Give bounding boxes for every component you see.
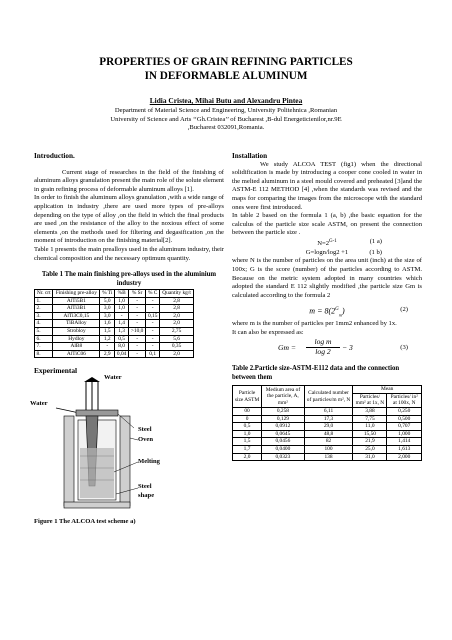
table2-cell: 0,0645 bbox=[262, 430, 305, 438]
table1-cell: 2,75 bbox=[160, 327, 194, 335]
table1-row bbox=[35, 312, 194, 320]
table2-cell: 0 bbox=[233, 415, 262, 423]
intro-paragraph-1: Current stage of researches in the field of the finishing of aluminum alloys granulation present the main role of the solute element in grain refining process of deformable aluminum alloys [1]. bbox=[34, 168, 224, 193]
table1-header-cell: % Ti bbox=[100, 289, 115, 297]
table2-header-calc: Calculated number of particles/m m², N bbox=[304, 386, 353, 408]
table1-cell: 4. bbox=[35, 320, 53, 328]
title-line-1: PROPERTIES OF GRAIN REFINING PARTICLES bbox=[99, 56, 353, 68]
table1-cell: 2. bbox=[35, 305, 53, 313]
table1-cell: 1,2 bbox=[100, 335, 115, 343]
table2-cell: 1,414 bbox=[387, 438, 422, 446]
table1-cell: 1,0 bbox=[115, 297, 129, 305]
table2-cell: 100 bbox=[304, 446, 353, 454]
table1-row bbox=[35, 297, 194, 305]
title-line-2: IN DEFORMABLE ALUMINUM bbox=[144, 70, 308, 82]
table1-cell: 2,8 bbox=[160, 305, 194, 313]
table2-header-mean-100x: Particles/ in² at 100x, N bbox=[387, 393, 422, 407]
table1-caption: Table 1 The main finishing pre-alloys used in the aluminium industry bbox=[41, 271, 217, 287]
table1 bbox=[34, 289, 194, 358]
table1-cell: - bbox=[146, 335, 160, 343]
table1-cell: - bbox=[115, 312, 129, 320]
table1-cell: - bbox=[146, 305, 160, 313]
table1-cell: 7. bbox=[35, 343, 53, 351]
table1-cell: 0,04 bbox=[115, 350, 129, 358]
affiliation-line-1: Department of Material Science and Engineering, University Politehnica ,Romanian bbox=[114, 107, 338, 114]
table2-header-size: Particle size ASTM bbox=[233, 386, 262, 408]
table2-row bbox=[233, 446, 422, 454]
table1-cell: - bbox=[100, 343, 115, 351]
table2-cell: 0,707 bbox=[387, 423, 422, 431]
affiliation-line-3: ,Bucharest 032091,Romania. bbox=[187, 124, 265, 132]
experimental-heading: Experimental bbox=[34, 366, 78, 376]
introduction-heading: Introduction. bbox=[34, 152, 75, 160]
table2-cell: 0,0912 bbox=[262, 423, 305, 431]
table1-cell: 0,35 bbox=[160, 343, 194, 351]
equation-3: Gm = log m log 2 − 3 (3) bbox=[278, 337, 408, 357]
table1-cell: 2,0 bbox=[160, 320, 194, 328]
equation-1a-number: (1 a) bbox=[369, 237, 382, 245]
table2-cell: 0,129 bbox=[262, 415, 305, 423]
table1-cell: AlB8 bbox=[53, 343, 100, 351]
table2-cell: 11,0 bbox=[353, 423, 387, 431]
intro-paragraph-2: In order to finish the aluminum alloys granulation ,with a wide range of application in industry ,there are used more types of pre-alloys depending on the type of alloy ,on the field in which the final products are used ,on the resistance of the alloy to the noxious effect of some elements ,on the methods used for filtering and degasification ,on the moment of introduction on the finishing material[2]. bbox=[34, 194, 224, 245]
table2-cell: 2,0 bbox=[233, 453, 262, 461]
table2-row bbox=[233, 423, 422, 431]
equation-2-number: (2) bbox=[400, 306, 408, 314]
table1-cell: Strobloy bbox=[53, 327, 100, 335]
table2-cell: 1,0 bbox=[233, 430, 262, 438]
table2-row bbox=[233, 438, 422, 446]
installation-paragraph-5: It can also be expressed as: bbox=[232, 328, 304, 336]
label-water-top: Water bbox=[104, 373, 122, 381]
table2-cell: 1,5 bbox=[233, 438, 262, 446]
installation-paragraph-1: We study ALCOA TEST (fig1) when the directional solidification is made by introducing a cooper cone cooled in water in the melted aluminum in a steel mould covered and preheated [3]and the ASTM-E 112 METHOD [4] ,when the standards was revised and the maps for comparing the images from the microscope with the standard ones were first introduced. bbox=[232, 160, 422, 211]
table1-cell: 3,0 bbox=[100, 305, 115, 313]
paper-title bbox=[40, 55, 412, 83]
table1-row bbox=[35, 320, 194, 328]
label-steel: Steel bbox=[138, 425, 152, 433]
table1-cell: 2,9 bbox=[100, 350, 115, 358]
right-column bbox=[232, 152, 422, 461]
equation-2: $m = 8(2^G_m)$ (2) bbox=[232, 300, 422, 320]
table1-header-cell: %B bbox=[115, 289, 129, 297]
table2-cell: 25,0 bbox=[353, 446, 387, 454]
equation-3-number: (3) bbox=[400, 344, 408, 352]
table1-cell: 5,0 bbox=[100, 297, 115, 305]
table2-header-mean: Mean bbox=[353, 386, 422, 394]
table2-caption: Table 2.Particle size-ASTM-E112 data and the connection between them bbox=[232, 365, 400, 381]
table1-cell: 1,5 bbox=[100, 327, 115, 335]
table2-cell: 1,613 bbox=[387, 446, 422, 454]
table1-cell: - bbox=[129, 305, 146, 313]
table2-cell: 48,8 bbox=[304, 430, 353, 438]
equation-1a: $N=2^{G-1}$ (1 a) bbox=[317, 237, 382, 248]
table1-cell: AlTi5B1 bbox=[53, 297, 100, 305]
table1-header-cell: Nr. crt bbox=[35, 289, 53, 297]
affiliation-line-2: University of Science and Arts ‘‘Gh.Cristea’’ of Bucharest ,B-dul Energeticienilor,nr.9E bbox=[110, 115, 342, 123]
table1-header-cell: Finishing pre-alloy bbox=[53, 289, 100, 297]
table1-header-cell: % Sr bbox=[129, 289, 146, 297]
table1-cell: 3. bbox=[35, 312, 53, 320]
installation-heading: Installation bbox=[232, 152, 268, 160]
table1-cell: 2,0 bbox=[160, 312, 194, 320]
table2-row bbox=[233, 453, 422, 461]
table1-cell: - bbox=[129, 343, 146, 351]
table2-cell: 1,7 bbox=[233, 446, 262, 454]
table1-header-cell: % C bbox=[146, 289, 160, 297]
label-water-left: Water bbox=[30, 399, 48, 407]
table1-cell: TiBAlloy bbox=[53, 320, 100, 328]
table2-header-row-1 bbox=[233, 386, 422, 394]
table2-cell: 0,0323 bbox=[262, 453, 305, 461]
table2-cell: 21,9 bbox=[353, 438, 387, 446]
table1-cell: 0,15 bbox=[146, 312, 160, 320]
table1-cell: AlTiC06 bbox=[53, 350, 100, 358]
table1-header-row bbox=[35, 289, 194, 297]
table2-row bbox=[233, 408, 422, 416]
table1-cell: - bbox=[146, 343, 160, 351]
label-melting: Melting bbox=[138, 457, 160, 465]
table1-cell: 0,1 bbox=[146, 350, 160, 358]
table1-cell: AlTi3C0,15 bbox=[53, 312, 100, 320]
table1-cell: 1,6 bbox=[100, 320, 115, 328]
table2-cell: 00 bbox=[233, 408, 262, 416]
installation-paragraph-4: where m is the number of particles per 1mm2 enhanced by 1x. bbox=[232, 320, 397, 328]
table1-cell: - bbox=[146, 320, 160, 328]
table2-cell: 3,88 bbox=[353, 408, 387, 416]
equation-1b-number: (1 b) bbox=[369, 248, 382, 256]
alcoa-test-scheme bbox=[34, 373, 224, 526]
table2-cell: 7,75 bbox=[353, 415, 387, 423]
installation-paragraph-2: In table 2 based on the formula 1 (a, b) ,the basic equation for the calculus of the particle size scale ASTM, on present the connection between the particle size . bbox=[232, 212, 422, 237]
table1-cell: 1. bbox=[35, 297, 53, 305]
table2-cell: 0,0456 bbox=[262, 438, 305, 446]
label-steel-shape-1: Steel bbox=[138, 482, 152, 490]
table2-cell: 17,3 bbox=[304, 415, 353, 423]
table1-cell: Hydloy bbox=[53, 335, 100, 343]
table1-cell: 1,3 bbox=[115, 327, 129, 335]
label-steel-shape-2: shape bbox=[138, 491, 155, 499]
table1-cell: 8. bbox=[35, 350, 53, 358]
table1-row bbox=[35, 343, 194, 351]
table1-cell: - bbox=[129, 312, 146, 320]
equation-1b: G=logn/log2 +1 (1 b) bbox=[305, 248, 382, 256]
table1-cell: - bbox=[129, 320, 146, 328]
table2-cell: 15,50 bbox=[353, 430, 387, 438]
table2 bbox=[232, 385, 422, 461]
table1-cell: - bbox=[146, 327, 160, 335]
table1-cell: 1,0 bbox=[115, 305, 129, 313]
table1-cell: 8,0 bbox=[115, 343, 129, 351]
table1-cell: 0,5 bbox=[115, 335, 129, 343]
figure1 bbox=[30, 373, 224, 526]
table2-row bbox=[233, 415, 422, 423]
intro-paragraph-3: Table 1 presents the main prealloys used in the aluminum industry, their chemical composition and the necessary optimum quantity. bbox=[34, 245, 224, 262]
table1-cell: - bbox=[129, 350, 146, 358]
left-column bbox=[30, 152, 224, 526]
table1-cell: - bbox=[146, 297, 160, 305]
affiliation bbox=[22, 107, 430, 133]
table1-cell: 5,6 bbox=[160, 335, 194, 343]
table2-cell: 0,0400 bbox=[262, 446, 305, 454]
table2-cell: 29,0 bbox=[304, 423, 353, 431]
table2-body bbox=[233, 408, 422, 461]
table1-cell: - bbox=[129, 335, 146, 343]
table1-cell: 6. bbox=[35, 335, 53, 343]
table2-cell: 82 bbox=[304, 438, 353, 446]
table2-cell: 1,000 bbox=[387, 430, 422, 438]
figure1-caption: Figure 1 The ALCOA test scheme a) bbox=[34, 517, 136, 525]
table2-header-area: Medium area of the particle, A, mm² bbox=[262, 386, 305, 408]
table1-cell: 1,4 bbox=[115, 320, 129, 328]
table1-cell: 5. bbox=[35, 327, 53, 335]
table2-cell: 0,250 bbox=[387, 408, 422, 416]
table2-cell: 0,258 bbox=[262, 408, 305, 416]
installation-paragraph-3: where N is the number of particles on the area unit (inch) at the size of 100x; G is the score (number) of the particles according to ASTM. Because on the metric system adopted in many countries which adopted the standard E 112 slightly modified ,the particle size Gm is calculated according to the formula 2 bbox=[232, 257, 422, 299]
table2-cell: 138 bbox=[304, 453, 353, 461]
label-oven: Oven bbox=[138, 435, 154, 443]
table1-cell: 3,0 bbox=[100, 312, 115, 320]
table2-header-mean-1x: Particles/ mm² at 1x, N bbox=[353, 393, 387, 407]
table2-cell: 6,11 bbox=[304, 408, 353, 416]
table2-cell: 31,0 bbox=[353, 453, 387, 461]
table2-cell: 0,500 bbox=[387, 415, 422, 423]
table1-row bbox=[35, 335, 194, 343]
table1-body bbox=[35, 297, 194, 358]
table2-cell: 2,000 bbox=[387, 453, 422, 461]
table1-header-cell: Quantity kg/t bbox=[160, 289, 194, 297]
table1-cell: - bbox=[129, 297, 146, 305]
authors: Lidia Cristea, Mihai Butu and Alexandru Pintea bbox=[149, 96, 303, 105]
table1-row bbox=[35, 327, 194, 335]
table1-cell: 2,8 bbox=[160, 297, 194, 305]
table2-cell: 0,5 bbox=[233, 423, 262, 431]
table1-cell: AlTi3B1 bbox=[53, 305, 100, 313]
table1-row bbox=[35, 350, 194, 358]
table1-row bbox=[35, 305, 194, 313]
table1-cell: 2,0 bbox=[160, 350, 194, 358]
table1-cell: >10,0 bbox=[129, 327, 146, 335]
table2-row bbox=[233, 430, 422, 438]
